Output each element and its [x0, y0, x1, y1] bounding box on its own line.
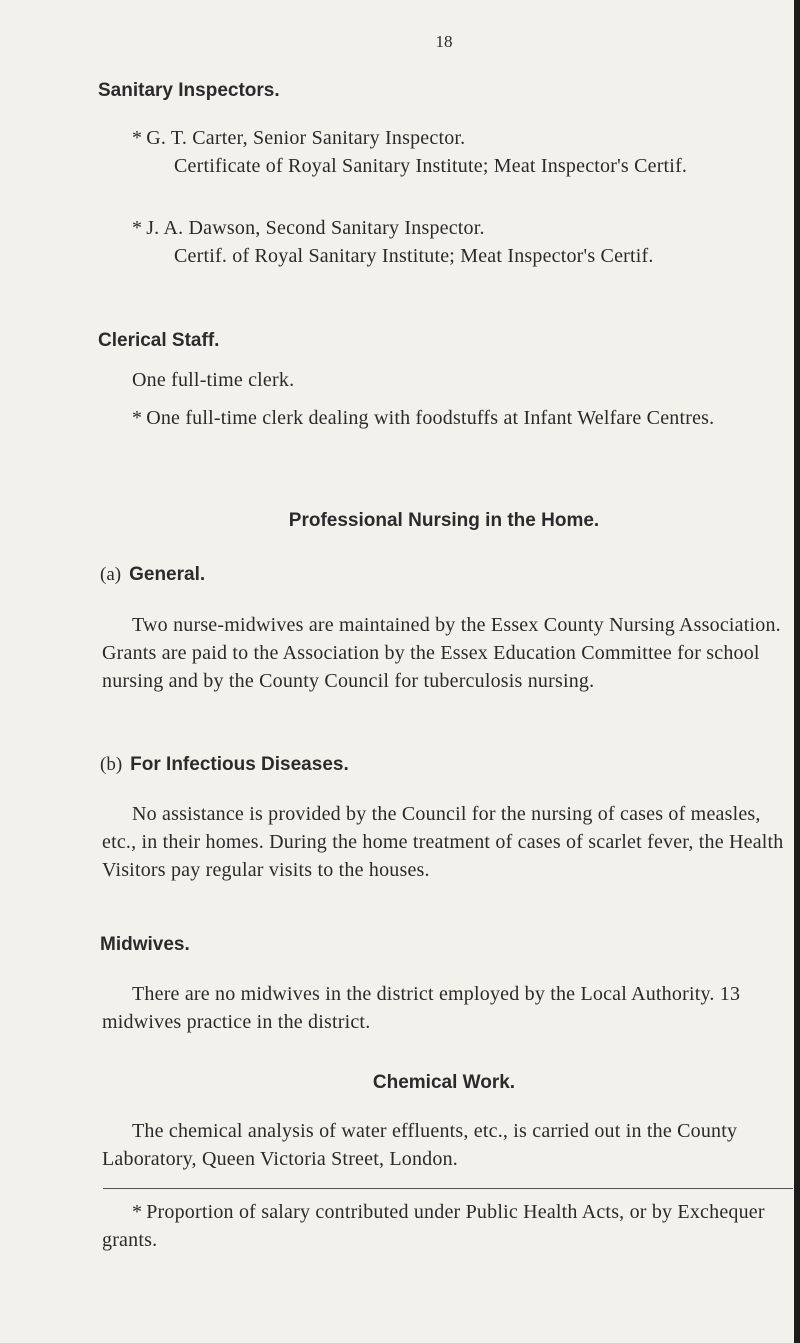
general-subheading — [100, 564, 205, 586]
subsection-label: (b) — [100, 754, 123, 775]
infectious-diseases-paragraph: No assistance is provided by the Council for the nursing of cases of measles, etc., in their homes. During the home treatment of cases of scarlet fever, the Health Visitors pay regular visits to the houses. — [102, 803, 784, 881]
professional-nursing-heading: Professional Nursing in the Home. — [288, 510, 600, 531]
footnote-text: Proportion of salary contributed under Public Health Acts, or by Exchequer grants. — [102, 1201, 765, 1251]
subsection-label: (a) — [100, 564, 122, 585]
sanitary-inspectors-heading: Sanitary Inspectors. — [98, 80, 280, 101]
inspector-qualification: Certificate of Royal Sanitary Institute; Meat Inspector's Certif. — [174, 155, 688, 177]
inspector-qualification: Certif. of Royal Sanitary Institute; Meat Inspector's Certif. — [174, 245, 654, 267]
page-number: 18 — [435, 32, 453, 51]
general-paragraph: Two nurse-midwives are maintained by the Essex County Nursing Association. Grants are paid to the Association by the Essex Education Committee for school nursing and by the County Council for tuberculosis nursing. — [102, 614, 781, 692]
subsection-title: For Infectious Diseases. — [130, 754, 349, 775]
subsection-title: General. — [129, 564, 206, 585]
footnote-asterisk: * — [132, 407, 143, 429]
footnote-asterisk: * — [132, 1201, 143, 1223]
midwives-paragraph: There are no midwives in the district employed by the Local Authority. 13 midwives practice in the district. — [102, 983, 741, 1033]
inspector-entry — [132, 214, 792, 242]
clerical-line — [102, 404, 792, 432]
infectious-diseases-subheading — [100, 754, 349, 776]
footnote-asterisk: * — [132, 127, 143, 149]
page-edge-shadow — [794, 0, 800, 1343]
clerical-line-text: One full-time clerk dealing with foodstuffs at Infant Welfare Centres. — [146, 407, 715, 429]
midwives-heading: Midwives. — [100, 934, 190, 955]
footnote-asterisk: * — [132, 217, 143, 239]
inspector-name: G. T. Carter, Senior Sanitary Inspector. — [146, 127, 466, 149]
chemical-work-paragraph: The chemical analysis of water effluents, etc., is carried out in the County Laboratory, Queen Victoria Street, London. — [102, 1120, 738, 1170]
inspector-entry — [132, 124, 792, 152]
footnote-divider — [103, 1188, 793, 1189]
clerical-line: One full-time clerk. — [132, 369, 295, 391]
chemical-work-heading: Chemical Work. — [372, 1072, 516, 1093]
clerical-staff-heading: Clerical Staff. — [98, 330, 220, 351]
inspector-name: J. A. Dawson, Second Sanitary Inspector. — [146, 217, 485, 239]
footnote — [102, 1198, 794, 1254]
